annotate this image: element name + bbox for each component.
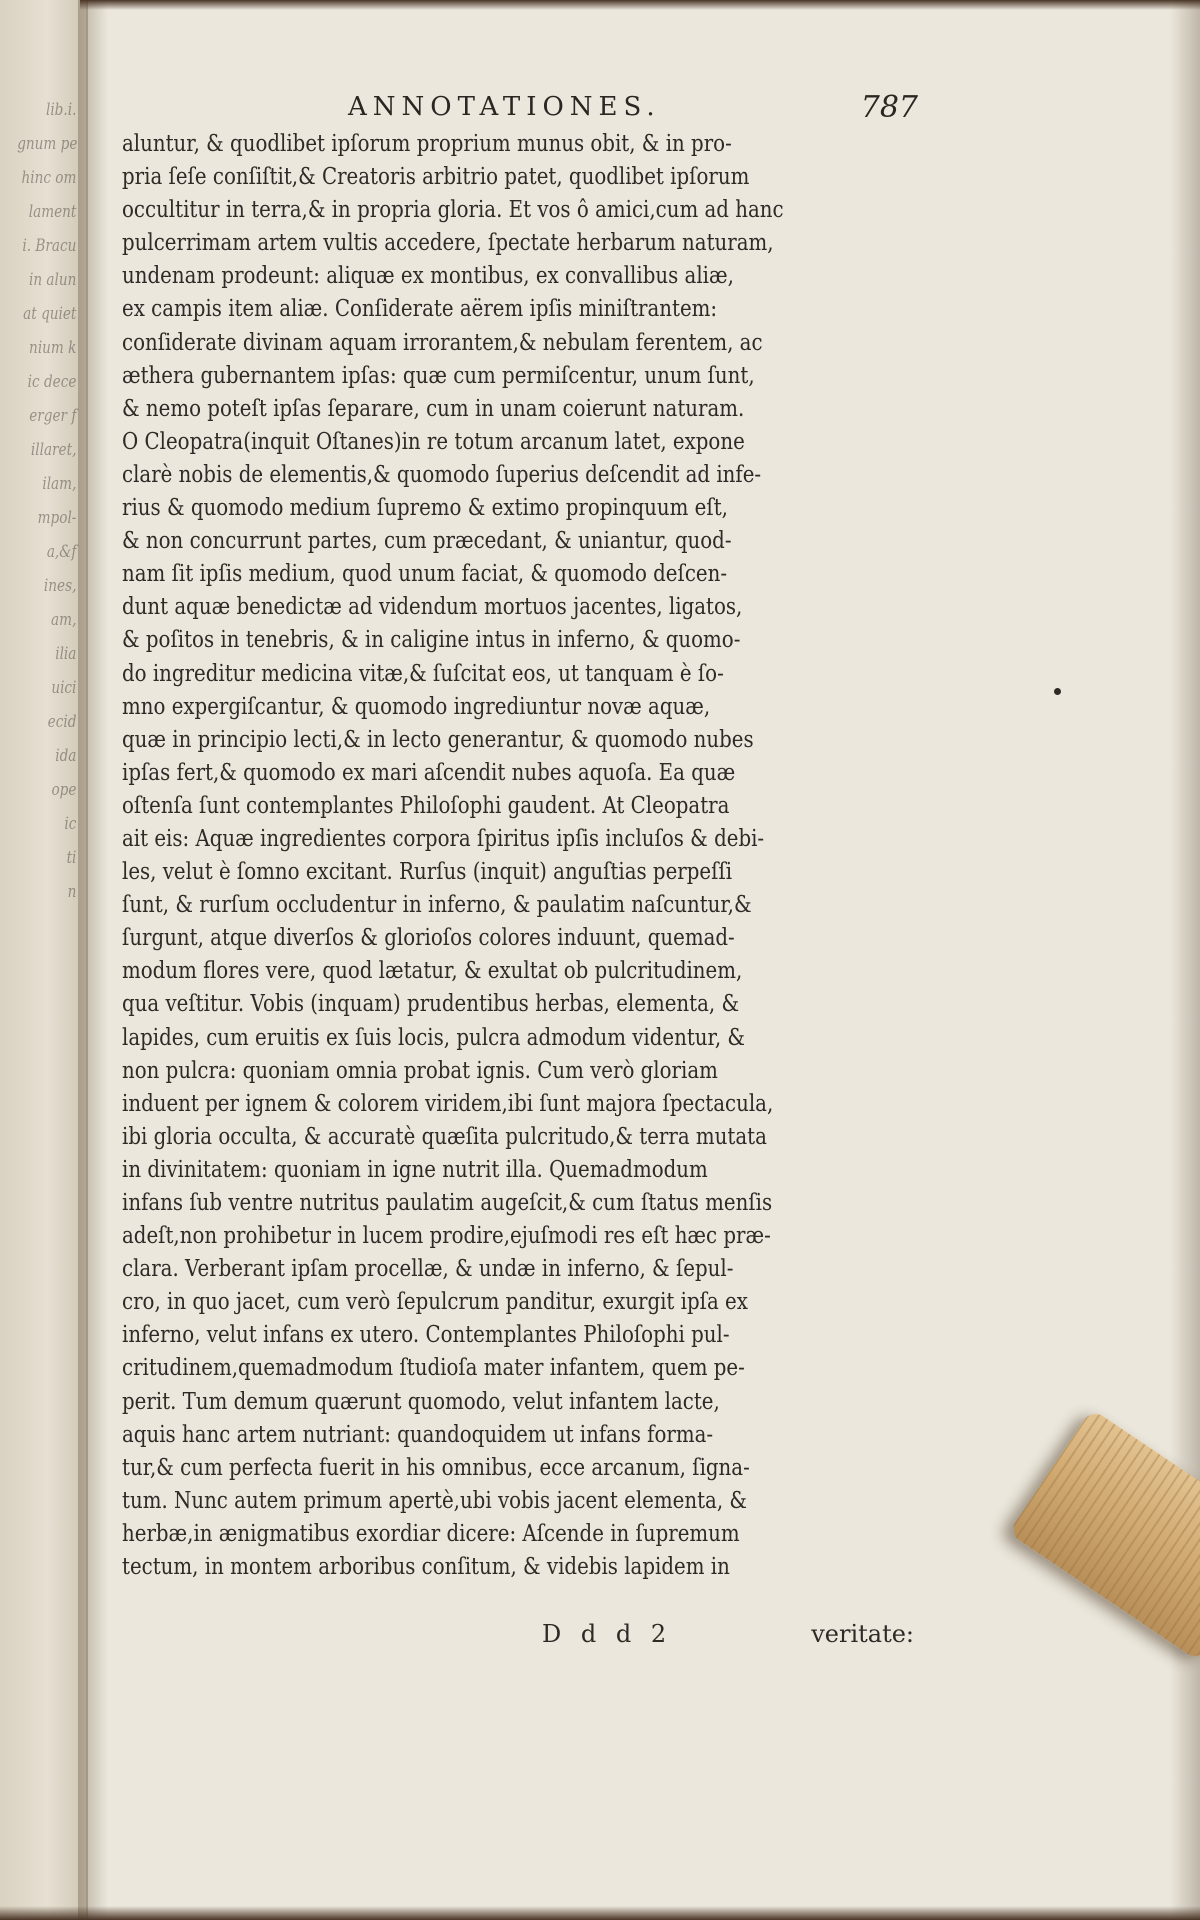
facing-fragment: at quiet (23, 304, 77, 324)
facing-fragment: lib.i. (45, 100, 77, 120)
text-line: ibi gloria occulta, & accuratè quæſita pulcritudo,& terra mutata (122, 1123, 767, 1150)
text-line: perit. Tum demum quærunt quomodo, velut infantem lacte, (122, 1388, 720, 1415)
text-line: infans ſub ventre nutritus paulatim augeſcit,& cum ſtatus menſis (122, 1190, 773, 1216)
page-footer (122, 1620, 914, 1656)
facing-fragment: ic dece (27, 372, 77, 392)
text-line: qua veſtitur. Vobis (inquam) prudentibus herbas, elementa, & (122, 991, 740, 1018)
top-edge (80, 0, 1200, 10)
facing-fragment: in alun (28, 270, 77, 290)
text-line: lapides, cum eruitis ex ſuis locis, pulcra admodum videntur, & (122, 1024, 746, 1051)
facing-fragment: am, (51, 610, 77, 630)
text-line: adeſt,non prohibetur in lucem prodire,ejuſmodi res eſt hæc præ- (122, 1223, 771, 1250)
facing-fragment: nium k (29, 338, 77, 358)
facing-fragment: ilam, (42, 474, 77, 494)
facing-fragment: gnum pe (17, 134, 78, 154)
text-line: æthera gubernantem ipſas: quæ cum permiſcentur, unum ſunt, (122, 362, 755, 389)
facing-fragment: n (67, 882, 77, 902)
text-line: O Cleopatra(inquit Oſtanes)in re totum arcanum latet, expone (122, 428, 745, 455)
facing-fragment: illaret, (30, 440, 77, 460)
facing-fragment: erger f (29, 406, 77, 426)
body-text (122, 128, 914, 1584)
gutter-shadow (78, 0, 108, 1920)
text-line: inferno, velut infans ex utero. Contemplantes Philoſophi pul- (122, 1322, 730, 1349)
text-line: ſurgunt, atque diverſos & glorioſos colores induunt, quemad- (122, 925, 735, 952)
bottom-edge (0, 1906, 1200, 1920)
signature-mark: D d d 2 (542, 1620, 673, 1648)
text-line: pulcerrimam artem vultis accedere, ſpectate herbarum naturam, (122, 230, 774, 257)
facing-fragment: ines, (43, 576, 77, 596)
text-line: ipſas fert,& quomodo ex mari aſcendit nubes aquoſa. Ea quæ (122, 759, 736, 786)
text-line: do ingreditur medicina vitæ,& ſuſcitat eos, ut tanquam è ſo- (122, 660, 724, 687)
text-line: nam ſit ipſis medium, quod unum faciat, & quomodo deſcen- (122, 561, 728, 588)
facing-fragment: hinc om (21, 168, 77, 188)
text-line: & nemo poteſt ipſas ſeparare, cum in unam coierunt naturam. (122, 395, 745, 422)
text-line: critudinem,quemadmodum ſtudioſa mater infantem, quem pe- (122, 1355, 745, 1382)
text-line: ex campis item aliæ. Conſiderate aërem ipſis miniſtrantem: (122, 296, 718, 323)
facing-fragment: ope (51, 780, 77, 800)
facing-fragment: uici (51, 678, 77, 698)
ink-speck (1054, 688, 1061, 695)
text-line: & poſitos in tenebris, & in caligine intus in inferno, & quomo- (122, 627, 741, 654)
facing-page-margin (0, 0, 88, 1920)
facing-fragment: ilia (55, 644, 77, 664)
text-line: occultitur in terra,& in propria gloria. Et vos ô amici,cum ad hanc (122, 197, 784, 224)
facing-fragment: ida (55, 746, 77, 766)
text-line: tectum, in montem arboribus conſitum, & videbis lapidem in (122, 1554, 730, 1581)
text-line: tur,& cum perfecta fuerit in his omnibus, ecce arcanum, ſigna- (122, 1454, 750, 1481)
facing-fragment: a,&f (46, 542, 77, 562)
text-line: conſiderate divinam aquam irrorantem,& nebulam ferentem, ac (122, 329, 763, 356)
catchword: veritate: (811, 1620, 914, 1648)
text-line: & non concurrunt partes, cum præcedant, & uniantur, quod- (122, 528, 732, 555)
text-line: in divinitatem: quoniam in igne nutrit illa. Quemadmodum (122, 1156, 708, 1183)
text-line: herbæ,in ænigmatibus exordiar dicere: Aſcende in ſupremum (122, 1520, 740, 1547)
text-line: aluntur, & quodlibet ipſorum proprium munus obit, & in pro- (122, 131, 732, 157)
facing-fragment: mpol- (37, 508, 77, 528)
text-line: undenam prodeunt: aliquæ ex montibus, ex convallibus aliæ, (122, 263, 734, 290)
text-line: dunt aquæ benedictæ ad videndum mortuos jacentes, ligatos, (122, 594, 743, 621)
facing-fragment: lament (28, 202, 77, 222)
text-line: tum. Nunc autem primum apertè,ubi vobis jacent elementa, & (122, 1487, 748, 1514)
running-title: ANNOTATIONES. (348, 92, 661, 122)
text-line: clara. Verberant ipſam procellæ, & undæ in inferno, & ſepul- (122, 1256, 734, 1283)
facing-fragment: ic (64, 814, 77, 834)
text-line: induent per ignem & colorem viridem,ibi ſunt majora ſpectacula, (122, 1090, 774, 1117)
text-line: les, velut è ſomno excitant. Rurſus (inquit) anguſtias perpeſſi (122, 859, 733, 886)
facing-fragment: i. Bracu (22, 236, 77, 256)
text-line: mno expergiſcantur, & quomodo ingrediuntur novæ aquæ, (122, 693, 711, 720)
text-line: quæ in principio lecti,& in lecto generantur, & quomodo nubes (122, 726, 754, 753)
facing-fragment: ti (66, 848, 77, 868)
facing-page-text-fragments (0, 100, 86, 916)
page-number: 787 (860, 90, 918, 125)
text-line: non pulcra: quoniam omnia probat ignis. Cum verò gloriam (122, 1057, 718, 1084)
text-line: modum flores vere, quod lætatur, & exultat ob pulcritudinem, (122, 958, 743, 985)
text-line: clarè nobis de elementis,& quomodo ſuperius deſcendit ad infe- (122, 461, 762, 488)
text-line: ait eis: Aquæ ingredientes corpora ſpiritus ipſis incluſos & debi- (122, 825, 765, 852)
text-line: ſunt, & rurſum occludentur in inferno, & paulatim naſcuntur,& (122, 892, 752, 919)
facing-fragment: ecid (47, 712, 77, 732)
text-line: cro, in quo jacet, cum verò ſepulcrum panditur, exurgit ipſa ex (122, 1289, 748, 1316)
text-line: pria ſeſe conſiſtit,& Creatoris arbitrio patet, quodlibet ipſorum (122, 164, 750, 191)
text-line: aquis hanc artem nutriant: quandoquidem ut infans forma- (122, 1421, 714, 1448)
text-line: rius & quomodo medium ſupremo & extimo propinquum eſt, (122, 495, 728, 522)
text-line: oſtenſa ſunt contemplantes Philoſophi gaudent. At Cleopatra (122, 792, 730, 819)
